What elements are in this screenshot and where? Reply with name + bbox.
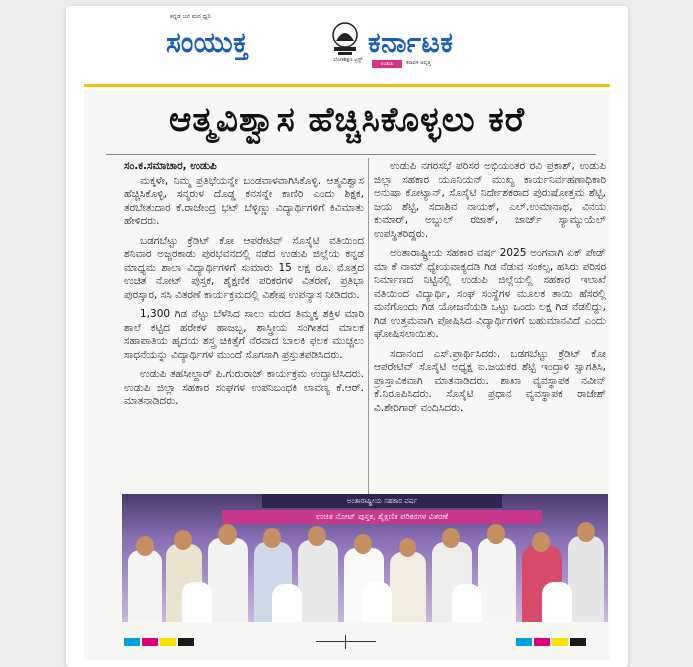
article-column-left [124,160,364,415]
photo-person [208,538,248,622]
headline-rule [106,154,596,155]
photo-person [128,550,162,622]
article-column-right [374,160,606,421]
print-mark [516,638,532,646]
photo-banner-top: ಅಂತಾರಾಷ್ಟ್ರೀಯ ಸಹಕಾರ ವರ್ಷ [262,494,502,508]
photo-child [452,584,482,622]
registration-mark [345,635,346,649]
article-paragraph: 1,300 ಗಿಡ ನೆಟ್ಟು ಬೆಳೆಸಿದ ಸಾಲು ಮರದ ತಿಮ್ಮಕ್ಕ ಶಕ್ತಿಳ ಮಾರಿ ಶಾಲೆ ಕಟ್ಟಿದ ಹರೇಕಳ ಹಾಜಬ್ಬ, ಶಾಸ್ತ್ರೀಯ ಸಂಗೀತದ ಮಾಲಕ ಸಹಾಪಾತಿಯ ಹೃದಯ ಶಸ್ತ್ರ ಚಿಕಿತ್ಸೆಗೆ ನೆರವಾದ ಬಾಲಕಿ ಫಲಕ ಮುಚ್ಚಲು ಸಾಧನೆಯನ್ನು ವಿದ್ಯಾರ್ಥಿಗಳ ಮುಂದೆ ಸೊಗಸಾಗಿ ಪ್ರಸ್ತುತಪಡಿಸಿದರು. [124,308,364,361]
print-mark [178,638,194,646]
photo-person-head [174,530,192,550]
print-mark [534,638,550,646]
photo-person-head [308,526,326,546]
newspaper-clipping [66,6,628,667]
article-paragraph: ಮಕ್ಕಳೇ, ನಿಮ್ಮ ಪ್ರತಿಭೆಯನ್ನೇ ಬಂಡವಾಳವಾಗಿಸಿಕೊಳ್ಳಿ. ಆತ್ಮವಿಶ್ವಾಸ ಹೆಚ್ಚಿಸಿಕೊಳ್ಳಿ, ಸನ್ಮರುಳ ದೊಡ್ಡ ಕನಸನ್ನೇ ಕಾಣಿರಿ ಎಂದು ಶಿಕ್ಷಕ, ತರಬೇತುದಾರ ಕೆ.ರಾಜೇಂದ್ರ ಭಟ್ ಬೆಳ್ಳಿಣ್ಣು ವಿದ್ಯಾರ್ಥಿಗಳಿಗೆ ಕಿವಿಮಾತು ಹೇಳಿದರು. [124,174,364,227]
photo-person-head [532,532,550,552]
photo-person [390,552,426,622]
masthead-rule [84,84,610,87]
photo-person [298,540,338,622]
photo-person-head [218,524,237,545]
article-paragraph: ಸದಾನಂದ ಎಸ್.ಪ್ರಾರ್ಥಿಸಿದರು. ಬಡಗಬೆಟ್ಟು ಕ್ರೆಡಿಟ್ ಕೋ ಆಪರೇಟಿವ್ ಸೊಸೈಟಿ ಅಧ್ಯಕ್ಷ ಐ.ಜಯಕರ ಶೆಟ್ಟಿ ಇಂದ್ರಾಳಿ ಸ್ವಾಗತಿಸಿ, ಪ್ರಾಸ್ತಾವಿಕವಾಗಿ ಮಾತನಾಡಿದರು. ಶಾಖಾ ವ್ಯವಸ್ಥಾಪಕ ನವೀನ್ ಕೆ.ನಿರೂಪಿಸಿದರು. ಸೊಸೈಟಿ ಪ್ರಧಾನ ವ್ಯವಸ್ಥಾಪಕ ರಾಜೇಶ್ ವಿ.ಶೇರಿಗಾರ್ ವಂದಿಸಿದರು. [374,347,606,414]
print-mark [570,638,586,646]
photo-child [182,582,212,622]
photo-child [542,582,572,622]
emblem-icon [328,21,362,57]
article-paragraph: ಅಂತಾರಾಷ್ಟ್ರೀಯ ಸಹಕಾರ ವರ್ಷ 2025 ಅಂಗವಾಗಿ ಏಕ್ ಪೇಡ್ ಮಾ ಕೆ ನಾಮ್ ಧ್ಯೇಯವಾಕ್ಯದಡಿ ಗಿಡ ನೆಡುವ ಸಂಕಲ್ಪ, ಹಸಿರು ಪರಿಸರ ನಿರ್ಮಾಣದ ನಿಟ್ಟಿನಲ್ಲಿ ಉಡುಪಿ ಜಿಲ್ಲೆಯಲ್ಲಿ ಸಹಕಾರ ಇಲಾಖೆ ವತಿಯಿಂದ ವಿದ್ಯಾರ್ಥಿ, ಸಂಘ ಸಂಸ್ಥೆಗಳ ಮೂಲಕ ತಾಯಿ ಹೆಸರಲ್ಲಿ ಮನೆಗೊಂದು ಗಿಡ ಯೋಜನೆಯಡಿ ಒಟ್ಟು ಒಂದು ಲಕ್ಷ ಗಿಡ ನೆಡಲಿದ್ದು, ಗಿಡ ಉತ್ತಮವಾಗಿ ಪೋಷಿಸಿದ ವಿದ್ಯಾರ್ಥಿಗಳಿಗೆ ಬಹುಮಾನವಿದೆ ಎಂದು ಘೋಷಿಸಲಾಯಿತು. [374,247,606,340]
photo-person [478,538,516,622]
article-headline: ಆತ್ಮವಿಶ್ವಾಸ ಹೆಚ್ಚಿಸಿಕೊಳ್ಳಲು ಕರೆ [168,100,526,140]
photo-person-head [354,534,372,554]
photo-child [362,582,392,622]
photo-person-head [263,528,281,548]
photo-person-head [399,538,416,557]
article-paragraph: ಉಡುಪಿ ನಗರಸಭೆ ಪರಿಸರ ಅಭಿಯಂತರ ರವಿ ಪ್ರಕಾಶ್, ಉಡುಪಿ ಜಿಲ್ಲಾ ಸಹಕಾರ ಯೂನಿಯನ್ ಮುಖ್ಯ ಕಾರ್ಯನಿರ್ವಹಣಾಧಿಕಾರಿ ಅನುಷಾ ಕೋಟ್ಯಾನ್, ಸೊಸೈಟಿ ನಿರ್ದೇಶಕರಾದ ಪುರುಷೋತ್ತಮ ಶೆಟ್ಟಿ, ಜಯ ಶೆಟ್ಟಿ, ಸದಾಶಿವ ನಾಯಕ್, ಎಲ್.ಉಮಾನಾಥ, ವಿನಯ ಕುಮಾರ್, ಅಬ್ದುಲ್ ರಜಾಕ್, ಜಾರ್ಜ್ ಸ್ಯಾಮ್ಯುಯೆಲ್ ಉಪಸ್ಥಿತರಿದ್ದರು. [374,160,606,240]
photo-person-head [487,524,505,544]
print-mark [124,638,140,646]
edition-caption: ಕರಾವಳಿ ಆವೃತ್ತಿ [406,60,431,66]
edition-badge: ಉಡುಪಿ [372,60,402,68]
article-paragraph: ಉಡುಪಿ ತಹಸೀಲ್ದಾರ್ ಪಿ.ಗುರುರಾಜ್ ಕಾರ್ಯಕ್ರಮ ಉದ್ಘಾಟಿಸಿದರು. ಉಡುಪಿ ಜಿಲ್ಲಾ ಸಹಕಾರ ಸಂಘಗಳ ಉಪನಿಬಂಧಕಿ ಲಾವಣ್ಯ ಕೆ.ಆರ್. ಮಾತನಾಡಿದರು. [124,368,364,407]
print-mark [142,638,158,646]
masthead-name-left: ಸಂಯುಕ್ತ [166,26,249,59]
print-mark [552,638,568,646]
masthead [66,6,628,90]
photo-person-head [136,536,154,556]
photo-banner-bottom: ಉಚಿತ ನೋಟ್ ಪುಸ್ತಕ, ಶೈಕ್ಷಣಿಕ ಪರಿಕರಗಳ ವಿತರಣೆ [222,510,542,524]
article-dateline: ಸಂ.ಕ.ಸಮಾಚಾರ, ಉಡುಪಿ [124,160,217,172]
photo-child [272,584,302,622]
article-paragraph: ಬಡಗಬೆಟ್ಟು ಕ್ರೆಡಿಟ್ ಕೋ ಆಪರೇಟಿವ್ ಸೊಸೈಟಿ ವತಿಯಿಂದ ಶನಿವಾರ ಅಜ್ಜರಕಾಡು ಪುರಭವನದಲ್ಲಿ ನಡೆದ ಉಡುಪಿ ಜಿಲ್ಲೆಯ ಕನ್ನಡ ಮಾಧ್ಯಮ ಶಾಲಾ ವಿದ್ಯಾರ್ಥಿಗಳಿಗೆ ಸುಮಾರು 15 ಲಕ್ಷ ರೂ. ಮೊತ್ತದ ಉಚಿತ ನೋಟ್ ಪುಸ್ತಕ, ಶೈಕ್ಷಣಿಕ ಪರಿಕರಗಳ ವಿತರಣೆ, ಪ್ರತಿಭಾ ಪುರಸ್ಕಾರ, ಸಸಿ ವಿತರಣೆ ಕಾರ್ಯಕ್ರಮದಲ್ಲಿ ವಿಶೇಷ ಉಪನ್ಯಾಸ ನೀಡಿದರು. [124,234,364,301]
registration-mark [316,641,376,642]
photo-person-head [442,528,460,548]
article-page [84,90,610,660]
event-photo [122,494,608,622]
photo-person-head [577,522,595,542]
masthead-tagline: ಕನ್ನಡ ಜನ ಮನ ಧ್ವನಿ [170,13,212,20]
print-mark [160,638,176,646]
masthead-name-right: ಕರ್ನಾಟಕ [368,26,454,59]
photo-person [568,536,604,622]
emblem-caption: ಲೋಕಶಿಕ್ಷಣ ಟ್ರಸ್ಟ್ [333,57,363,63]
